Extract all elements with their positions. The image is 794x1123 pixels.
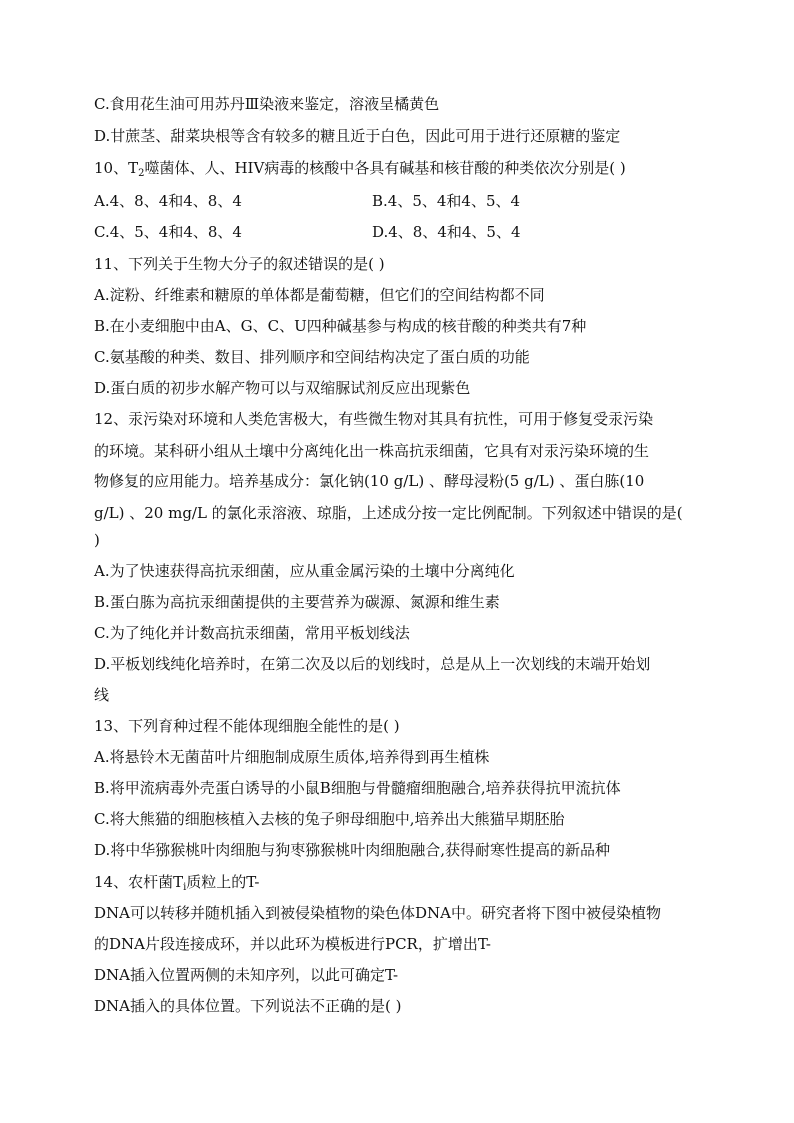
q12-option-a: A.为了快速获得高抗汞细菌，应从重金属污染的土壤中分离纯化 [94,562,515,580]
q12-stem-line-2: 的环境。某科研小组从土壤中分离纯化出一株高抗汞细菌，它具有对汞污染环境的生 [94,442,650,460]
q14-stem-line-1 [94,872,714,892]
q11-stem: 11、下列关于生物大分子的叙述错误的是( ) [94,255,385,273]
q11-option-a: A.淀粉、纤维素和糖原的单体都是葡萄糖，但它们的空间结构都不同 [94,286,545,304]
q10-stem-suffix: 噬菌体、人、HIV病毒的核酸中各具有碱基和核苷酸的种类依次分别是( ) [144,159,626,177]
q13-option-d: D.将中华猕猴桃叶肉细胞与狗枣猕猴桃叶肉细胞融合,获得耐寒性提高的新品种 [94,841,611,859]
q12-stem-line-3: 物修复的应用能力。培养基成分：氯化钠(10 g/L) 、酵母浸粉(5 g/L) 、蛋白胨(10 [94,472,645,490]
q11-option-b: B.在小麦细胞中由A、G、C、U四种碱基参与构成的核苷酸的种类共有7种 [94,317,587,335]
q9-option-c: C.食用花生油可用苏丹Ⅲ染液来鉴定，溶液呈橘黄色 [94,95,440,113]
q12-stem-line-5: ) [94,531,100,549]
q12-stem-line-4: g/L) 、20 mg/L 的氯化汞溶液、琼脂，上述成分按一定比例配制。下列叙述中错误的是( [94,504,683,522]
q10-stem-subscript: 2 [138,168,145,179]
q12-option-d-line-2: 线 [94,686,110,704]
q12-option-b: B.蛋白胨为高抗汞细菌提供的主要营养为碳源、氮源和维生素 [94,593,500,611]
q12-option-c: C.为了纯化并计数高抗汞细菌，常用平板划线法 [94,624,410,642]
q14-line1-prefix: 14、农杆菌T [94,873,184,891]
q14-line1-subscript: i [183,882,187,893]
q13-stem: 13、下列育种过程不能体现细胞全能性的是( ) [94,717,400,735]
q10-option-b: B.4、5、4和4、5、4 [372,192,521,210]
q10-option-d: D.4、8、4和4、5、4 [372,223,521,241]
q14-line1-suffix: 质粒上的T- [186,873,260,891]
q13-option-a: A.将悬铃木无菌苗叶片细胞制成原生质体,培养得到再生植株 [94,748,490,766]
q14-stem-line-4: DNA插入位置两侧的未知序列，以此可确定T- [94,966,399,984]
q13-option-b: B.将甲流病毒外壳蛋白诱导的小鼠B细胞与骨髓瘤细胞融合,培养获得抗甲流抗体 [94,779,621,797]
q10-option-c: C.4、5、4和4、8、4 [94,223,242,241]
q11-option-c: C.氨基酸的种类、数目、排列顺序和空间结构决定了蛋白质的功能 [94,348,530,366]
q9-option-d: D.甘蔗茎、甜菜块根等含有较多的糖且近于白色，因此可用于进行还原糖的鉴定 [94,127,621,145]
q12-option-d-line-1: D.平板划线纯化培养时，在第二次及以后的划线时，总是从上一次划线的末端开始划 [94,655,651,673]
q14-stem-line-5: DNA插入的具体位置。下列说法不正确的是( ) [94,997,402,1015]
q10-stem [94,158,714,178]
q10-option-a: A.4、8、4和4、8、4 [94,192,242,210]
q11-option-d: D.蛋白质的初步水解产物可以与双缩脲试剂反应出现紫色 [94,379,471,397]
q12-stem-line-1: 12、汞污染对环境和人类危害极大，有些微生物对其具有抗性，可用于修复受汞污染 [94,410,654,428]
q10-stem-prefix: 10、T [94,159,139,177]
q14-stem-line-2: DNA可以转移并随机插入到被侵染植物的染色体DNA中。研究者将下图中被侵染植物 [94,904,661,922]
q13-option-c: C.将大熊猫的细胞核植入去核的兔子卵母细胞中,培养出大熊猫早期胚胎 [94,810,565,828]
q14-stem-line-3: 的DNA片段连接成环，并以此环为模板进行PCR，扩增出T- [94,935,491,953]
